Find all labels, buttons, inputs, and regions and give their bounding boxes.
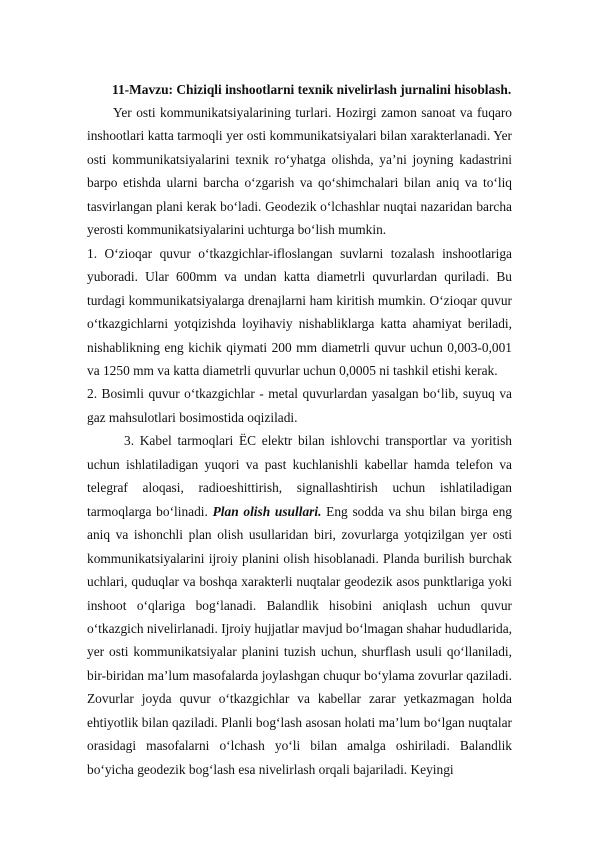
list-item-3-text: 3. Kabel tarmoqlari ЁC elektr bilan ishlovchi transportlar va yoritish uchun ishlatiladigan yuqori va past kuchlanishli kabellar hamda telefon va telegraf aloqasi, radioeshittirish, signallashtirish uchun ishlatiladigan tarmoqlarga bo‘linadi. <box>87 433 512 519</box>
list-item-2: 2. Bosimli quvur o‘tkazgichlar - metal quvurlardan yasalgan bo‘lib, suyuq va gaz mahsulotlari bosimostida oqiziladi. <box>87 386 512 425</box>
plan-methods-text: Eng sodda va shu bilan birga eng aniq va ishonchli plan olish usullaridan biri, zovurlarga yotqizilgan yer osti kommunikatsiyalarini ijroiy planini olish hisoblanadi. Planda burilish burchak uchlari, quduqlar va boshqa xarakterli nuqtalar geodezik asos punktlariga yoki inshoot o‘qlariga bog‘lanadi. Balandlik hisobini aniqlash uchun quvur o‘tkazgich nivelirlanadi. Ijroiy hujjatlar mavjud bo‘lmagan shahar hududlarida, yer osti kommunikatsiyalar planini tuzish uchun, shurflash usuli qo‘llaniladi, bir-biridan ma’lum masofalarda joylashgan chuqur bo‘ylama zovurlar qaziladi. Zovurlar joyda quvur o‘tkazgichlar va kabellar zarar yetkazmagan holda ehtiyotlik bilan qaziladi. Planli bog‘lash asosan holati ma’lum bo‘lgan nuqtalar orasidagi masofalarni o‘lchash yo‘li bilan amalga oshiriladi. Balandlik bo‘yicha geodezik bog‘lash esa nivelirlash orqali bajariladi. Keyingi <box>87 503 513 777</box>
list-item-3 <box>87 429 512 781</box>
list-item-1: 1. O‘zioqar quvur o‘tkazgichlar-ifloslangan suvlarni tozalash inshootlariga yuboradi. Ular 600mm va undan katta diametrli quvurlardan quriladi. Bu turdagi kommunikatsiyalarga drenajlarni ham kiritish mumkin. O‘zioqar quvur o‘tkazgichlarni yotqizishda loyihaviy nishabliklarga katta ahamiyat beriladi, nishablikning eng kichik qiymati 200 mm diametrli quvur uchun 0,003-0,001 va 1250 mm va katta diametrli quvurlar uchun 0,0005 ni tashkil etishi kerak. <box>87 245 512 378</box>
plan-methods-heading: Plan olish usullari. <box>212 503 322 519</box>
intro-paragraph: Yer osti kommunikatsiyalarining turlari. Hozirgi zamon sanoat va fuqaro inshootlari katta tarmoqli yer osti kommunikatsiyalari bilan xarakterlanadi. Yer osti kommunikatsiyalarini texnik ro‘yhatga olishda, ya’ni joyning kadastrini barpo etishda ularni barcha o‘zgarish va qo‘shimchalari bilan aniq va to‘liq tasvirlangan plani kerak bo‘ladi. Geodezik o‘lchashlar nuqtai nazaridan barcha yerosti kommunikatsiyalarini uchturga bo‘lish mumkin. <box>87 105 512 238</box>
page-title: 11-Mavzu: Chiziqli inshootlarni texnik nivelirlash jurnalini hisoblash. <box>112 82 512 97</box>
